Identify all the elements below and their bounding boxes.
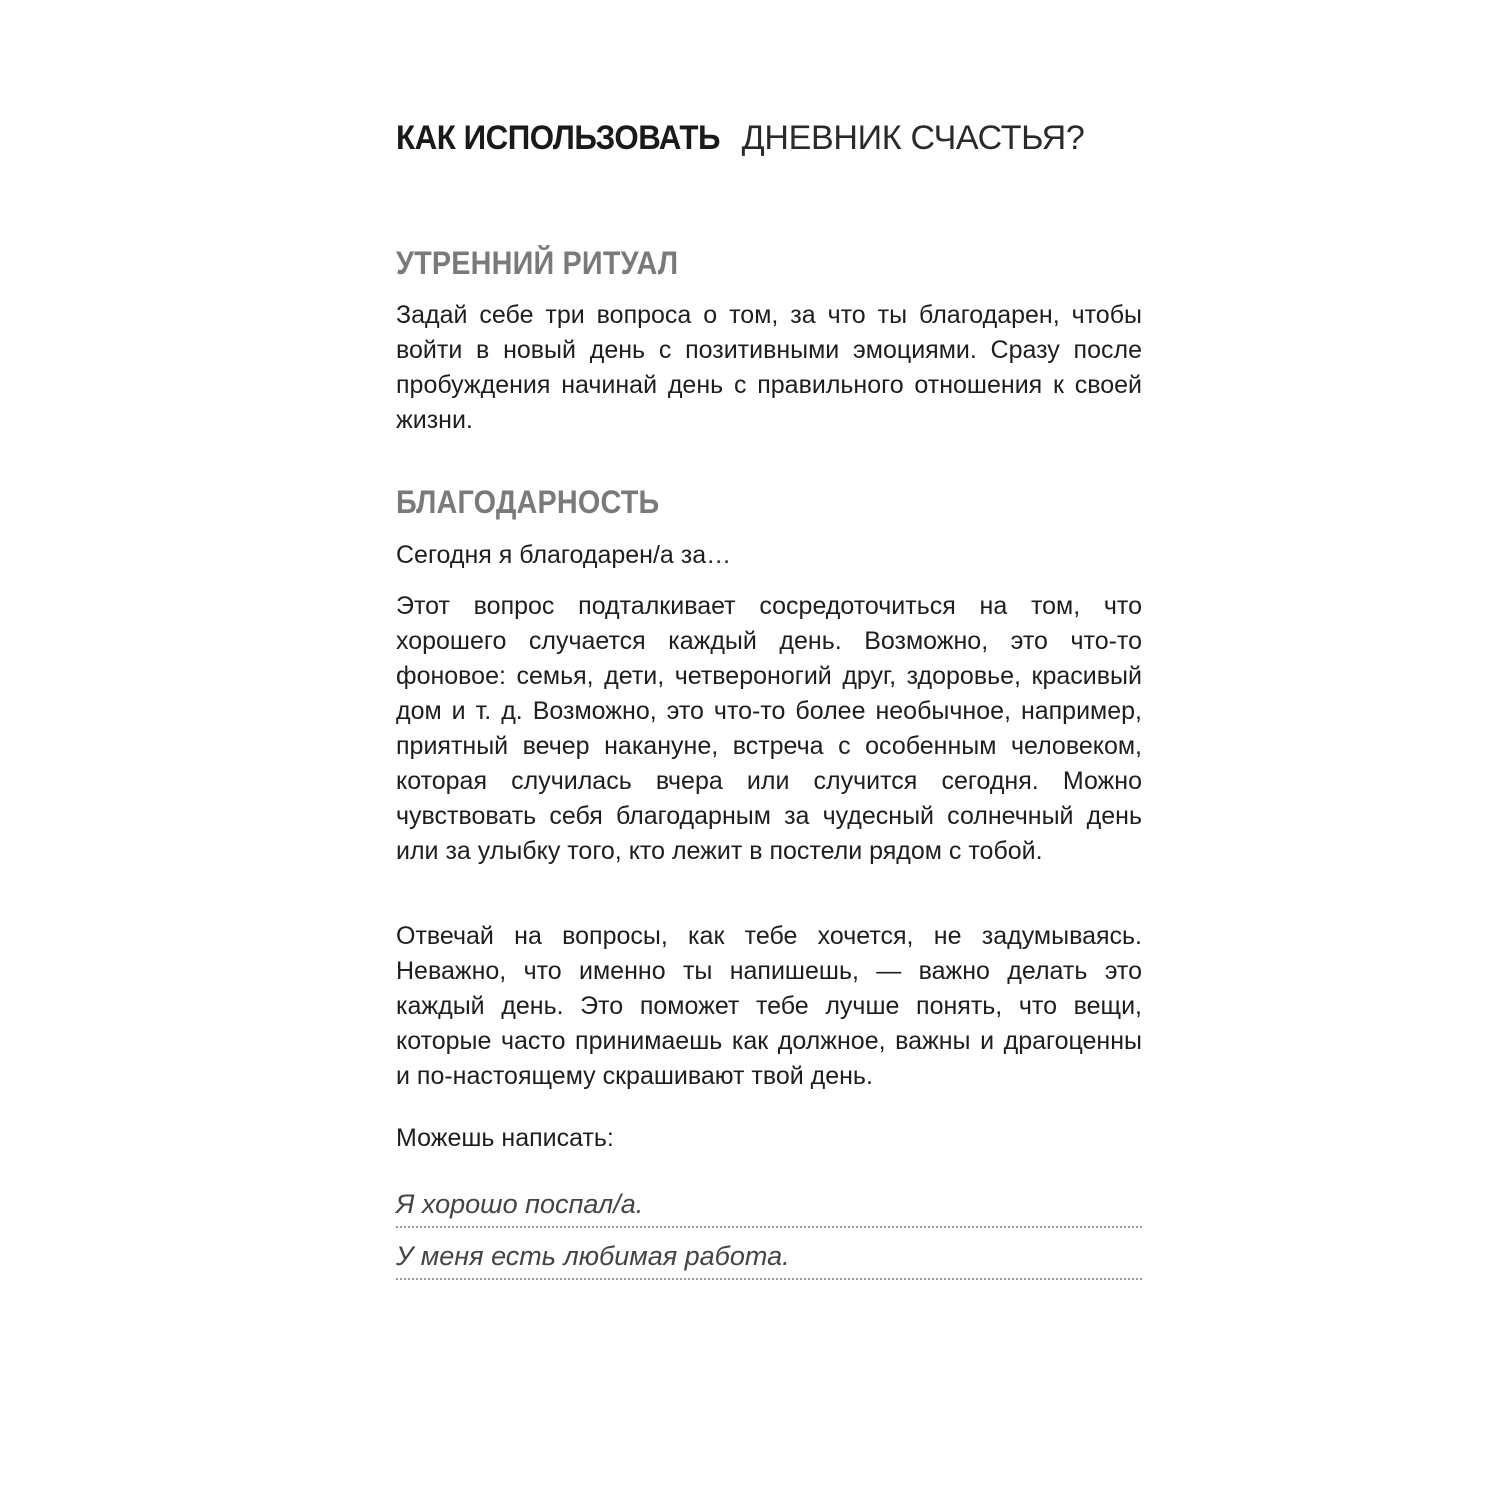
book-page [396, 0, 1142, 1500]
paragraph-morning-ritual: Задай себе три вопроса о том, за что ты благодарен, чтобы войти в новый день с позитивными эмоциями. Сразу после пробуждения начинай день с правильного отношения к своей жизни. [396, 301, 1142, 434]
paragraph-gratitude-explanation: Этот вопрос подталкивает сосредоточиться на том, что хорошего случается каждый день. Возможно, это что-то фоновое: семья, дети, четвероногий друг, здоровье, красивый дом и т. д. Возможно, это что-то более необычное, например, приятный вечер накануне, встреча с особенным человеком, которая случилась вчера или случится сегодня. Можно чувствовать себя благодарным за чудесный солнечный день или за улыбку того, кто лежит в постели рядом с тобой. [396, 592, 1142, 865]
example-line: Я хорошо поспал/а. [396, 1184, 1142, 1228]
page-title-bold: КАК ИСПОЛЬЗОВАТЬ [396, 119, 721, 157]
examples-intro: Можешь написать: [396, 1124, 614, 1152]
page-title-light: ДНЕВНИК СЧАСТЬЯ? [741, 119, 1085, 157]
page-title [396, 116, 1156, 160]
section-heading-morning-ritual: УТРЕННИЙ РИТУАЛ [396, 245, 679, 281]
gratitude-prompt: Сегодня я благодарен/а за… [396, 541, 732, 569]
example-line: У меня есть любимая работа. [396, 1236, 1142, 1280]
section-heading-gratitude: БЛАГОДАРНОСТЬ [396, 484, 660, 520]
paragraph-gratitude-advice: Отвечай на вопросы, как тебе хочется, не задумываясь. Неважно, что именно ты напишешь, — важно делать это каждый день. Это поможет тебе лучше понять, что вещи, которые часто принимаешь как должное, важны и драгоценны и по-настоящему скрашивают твой день. [396, 922, 1142, 1090]
